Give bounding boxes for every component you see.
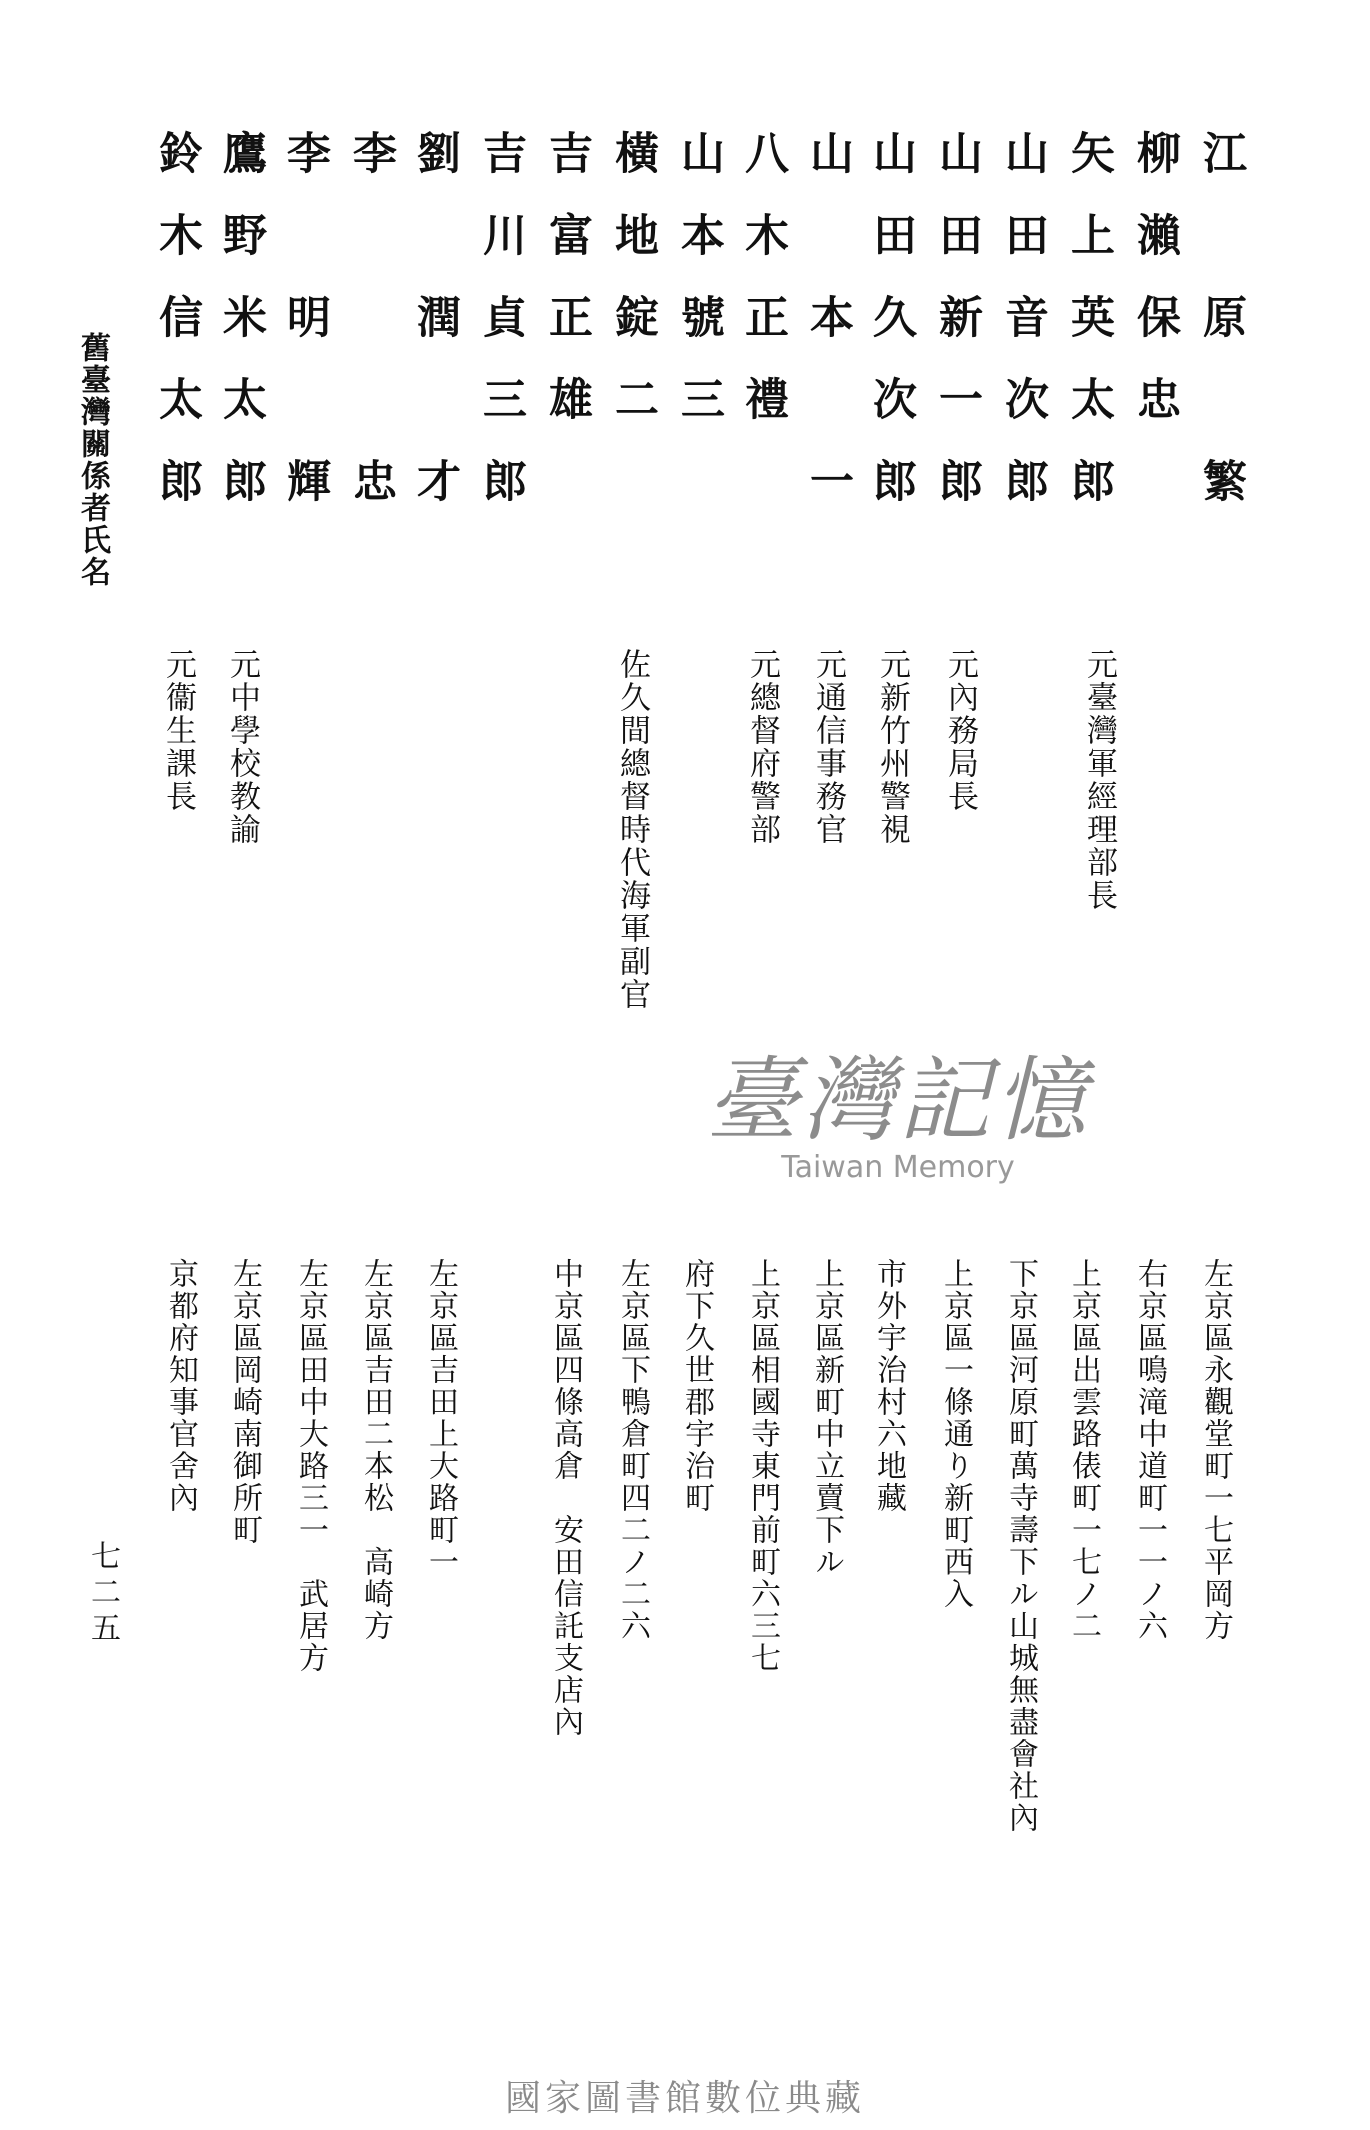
watermark-chinese: 臺灣記憶 — [705, 1047, 1090, 1154]
entry-address: 左京區岡崎南御所町 — [227, 1258, 262, 1546]
entry-name: 矢上英太郎 — [1063, 130, 1114, 540]
entry-name: 吉富正雄 — [541, 130, 592, 458]
entry-name: 江 原 繁 — [1195, 130, 1246, 540]
entry-title: 元中學校教諭 — [224, 648, 260, 846]
entry-name: 山本號三 — [673, 130, 724, 458]
entry-name: 橫地錠二 — [607, 130, 658, 458]
footer-collection-label: 國家圖書館數位典藏 — [504, 2078, 865, 2119]
entry-address: 左京區下鴨倉町四二ノ二六 — [615, 1258, 650, 1642]
entry-title: 佐久間總督時代海軍副官 — [614, 648, 650, 1011]
entry-address: 左京區田中大路三一 武居方 — [293, 1258, 328, 1674]
entry-address: 市外宇治村六地藏 — [871, 1258, 906, 1514]
entry-address: 上京區新町中立賣下ル — [809, 1258, 844, 1578]
entry-address: 上京區一條通り新町西入 — [938, 1258, 973, 1610]
entry-name: 山田音次郎 — [997, 130, 1048, 540]
entry-title: 元臺灣軍經理部長 — [1081, 648, 1117, 912]
entry-name: 山 本 一 — [802, 130, 853, 540]
entry-address: 中京區四條高倉 安田信託支店內 — [548, 1258, 583, 1738]
entry-name: 山田新一郎 — [931, 130, 982, 540]
entry-title: 元內務局長 — [942, 648, 978, 813]
entry-address: 左京區吉田上大路町一 — [423, 1258, 458, 1578]
entry-name: 八木正禮 — [737, 130, 788, 458]
entry-address: 京都府知事官舍內 — [163, 1258, 198, 1514]
entry-address: 府下久世郡宇治町 — [679, 1258, 714, 1514]
entry-name: 劉 潤 才 — [409, 130, 460, 540]
watermark-english: Taiwan Memory — [781, 1150, 1015, 1185]
entry-address: 右京區鳴滝中道町一一ノ六 — [1132, 1258, 1167, 1642]
entry-name: 吉川貞三郎 — [475, 130, 526, 540]
running-title: 舊臺灣關係者氏名 — [75, 332, 110, 588]
page-number: 七二五 — [85, 1540, 120, 1648]
entry-name: 鷹野米太郎 — [215, 130, 266, 540]
entry-address: 左京區吉田二本松 高崎方 — [358, 1258, 393, 1642]
entry-name: 李 忠 — [345, 130, 396, 540]
entry-address: 上京區相國寺東門前町六三七 — [745, 1258, 780, 1674]
entry-title: 元總督府警部 — [744, 648, 780, 846]
entry-name: 柳瀨保忠 — [1129, 130, 1180, 458]
entry-address: 下京區河原町萬寺壽下ル山城無盡會社內 — [1003, 1258, 1038, 1834]
entry-name: 鈴木信太郎 — [151, 130, 202, 540]
entry-title: 元通信事務官 — [810, 648, 846, 846]
entry-name: 山田久次郎 — [865, 130, 916, 540]
entry-title: 元新竹州警視 — [874, 648, 910, 846]
entry-title: 元衞生課長 — [160, 648, 196, 813]
watermark — [668, 1046, 1128, 1216]
entry-address: 左京區永觀堂町一七平岡方 — [1198, 1258, 1233, 1642]
entry-name: 李 明 輝 — [279, 130, 330, 540]
entry-address: 上京區出雲路俵町一七ノ二 — [1066, 1258, 1101, 1642]
